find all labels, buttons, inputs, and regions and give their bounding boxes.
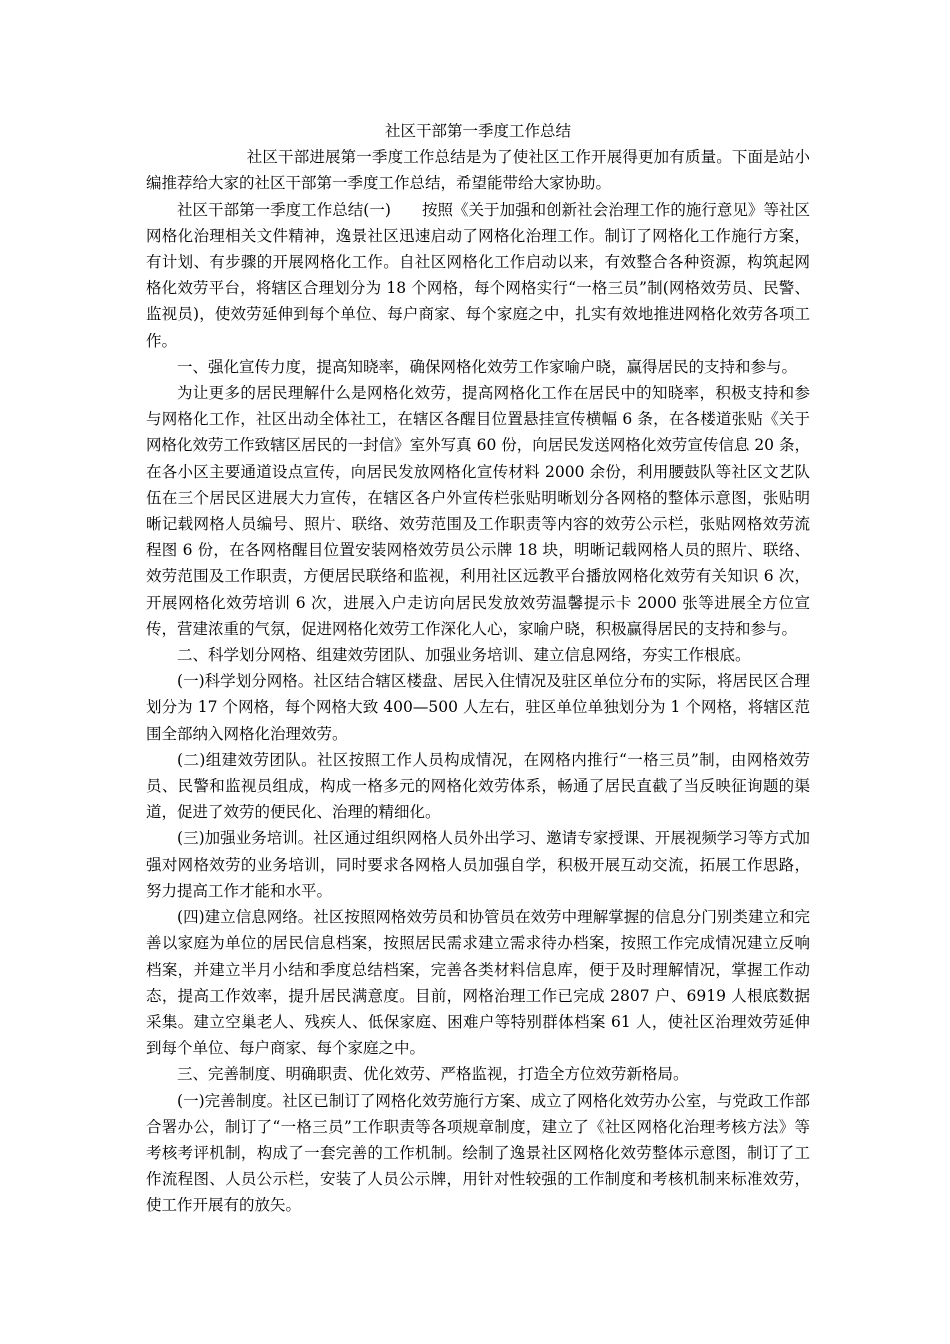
summary-opening-paragraph: 社区干部第一季度工作总结(一) 按照《关于加强和创新社会治理工作的施行意见》等社区网格化治理相关文件精神，逸景社区迅速启动了网格化治理工作。制订了网格化工作施行方案，有计划、有步骤的开展网格化工作。自社区网格化工作启动以来，有效整合各种资源，构筑起网格化效劳平台，将辖区合理划分为 18 个网格，每个网格实行“一格三员”制(网格效劳员、民警、监视员)，使效劳延伸到每个单位、每户商家、每个家庭之中，扎实有效地推进网格化效劳各项工作。 [146, 200, 810, 350]
section-heading-1: 一、强化宣传力度，提高知晓率，确保网格化效劳工作家喻户晓，赢得居民的支持和参与。 [177, 357, 798, 376]
intro-paragraph: 社区干部进展第一季度工作总结是为了使社区工作开展得更加有质量。下面是站小编推荐给大家的社区干部第一季度工作总结，希望能带给大家协助。 [146, 148, 810, 193]
system-improvement-paragraph: (一)完善制度。社区已制订了网格化效劳施行方案、成立了网格化效劳办公室，与党政工作部合署办公，制订了“一格三员”工作职责等各项规章制度，建立了《社区网格化治理考核方法》等考核考评机制，构成了一套完善的工作机制。绘制了逸景社区网格化效劳整体示意图，制订了工作流程图、人员公示栏，安装了人员公示牌，用针对性较强的工作制度和考核机制来标准效劳，使工作开展有的放矢。 [146, 1091, 810, 1215]
grid-division-paragraph: (一)科学划分网格。社区结合辖区楼盘、居民入住情况及驻区单位分布的实际，将居民区合理划分为 17 个网格，每个网格大致 400—500 人左右，驻区单位单独划分为 1 个网格，将辖区范围全部纳入网格化治理效劳。 [146, 672, 810, 743]
document-title: 社区干部第一季度工作总结 [384, 122, 571, 140]
information-network-paragraph: (四)建立信息网络。社区按照网格效劳员和协管员在效劳中理解掌握的信息分门别类建立和完善以家庭为单位的居民信息档案，按照居民需求建立需求待办档案，按照工作完成情况建立反响档案，并建立半月小结和季度总结档案，完善各类材料信息库，便于及时理解情况，掌握工作动态，提高工作效率，提升居民满意度。目前，网格治理工作已完成 2807 户、6919 人根底数据采集。建立空巢老人、残疾人、低保家庭、困难户等特别群体档案 61 人，使社区治理效劳延伸到每个单位、每户商家、每个家庭之中。 [146, 908, 810, 1058]
document-page [146, 118, 810, 1219]
service-team-paragraph: (二)组建效劳团队。社区按照工作人员构成情况，在网格内推行“一格三员”制，由网格效劳员、民警和监视员组成，构成一格多元的网格化效劳体系，畅通了居民直截了当反映征询题的渠道，促进了效劳的便民化、治理的精细化。 [146, 750, 810, 822]
section-heading-3: 三、完善制度、明确职责、优化效劳、严格监视，打造全方位效劳新格局。 [177, 1065, 689, 1084]
section-heading-2: 二、科学划分网格、组建效劳团队、加强业务培训、建立信息网络，夯实工作根底。 [177, 646, 751, 665]
publicity-paragraph: 为让更多的居民理解什么是网格化效劳，提高网格化工作在居民中的知晓率，积极支持和参与网格化工作，社区出动全体社工，在辖区各醒目位置悬挂宣传横幅 6 条，在各楼道张贴《关于网格化效劳工作致辖区居民的一封信》室外写真 60 份，向居民发送网格化效劳宣传信息 20 条，在各小区主要通道设点宣传，向居民发放网格化宣传材料 2000 余份，利用腰鼓队等社区文艺队伍在三个居民区进展大力宣传，在辖区各户外宣传栏张贴明晰划分各网格的整体示意图，张贴明晰记载网格人员编号、照片、联络、效劳范围及工作职责等内容的效劳公示栏，张贴网格效劳流程图 6 份，在各网格醒目位置安装网格效劳员公示牌 18 块，明晰记载网格人员的照片、联络、效劳范围及工作职责，方便居民联络和监视，利用社区远教平台播放网格化效劳有关知识 6 次，开展网格化效劳培训 6 次，进展入户走访向居民发放效劳温馨提示卡 2000 张等进展全方位宣传，营建浓重的气氛，促进网格化效劳工作深化人心，家喻户晓，积极赢得居民的支持和参与。 [146, 384, 810, 638]
training-paragraph: (三)加强业务培训。社区通过组织网格人员外出学习、邀请专家授课、开展视频学习等方式加强对网格效劳的业务培训，同时要求各网格人员加强自学，积极开展互动交流，拓展工作思路，努力提高工作才能和水平。 [146, 829, 810, 900]
